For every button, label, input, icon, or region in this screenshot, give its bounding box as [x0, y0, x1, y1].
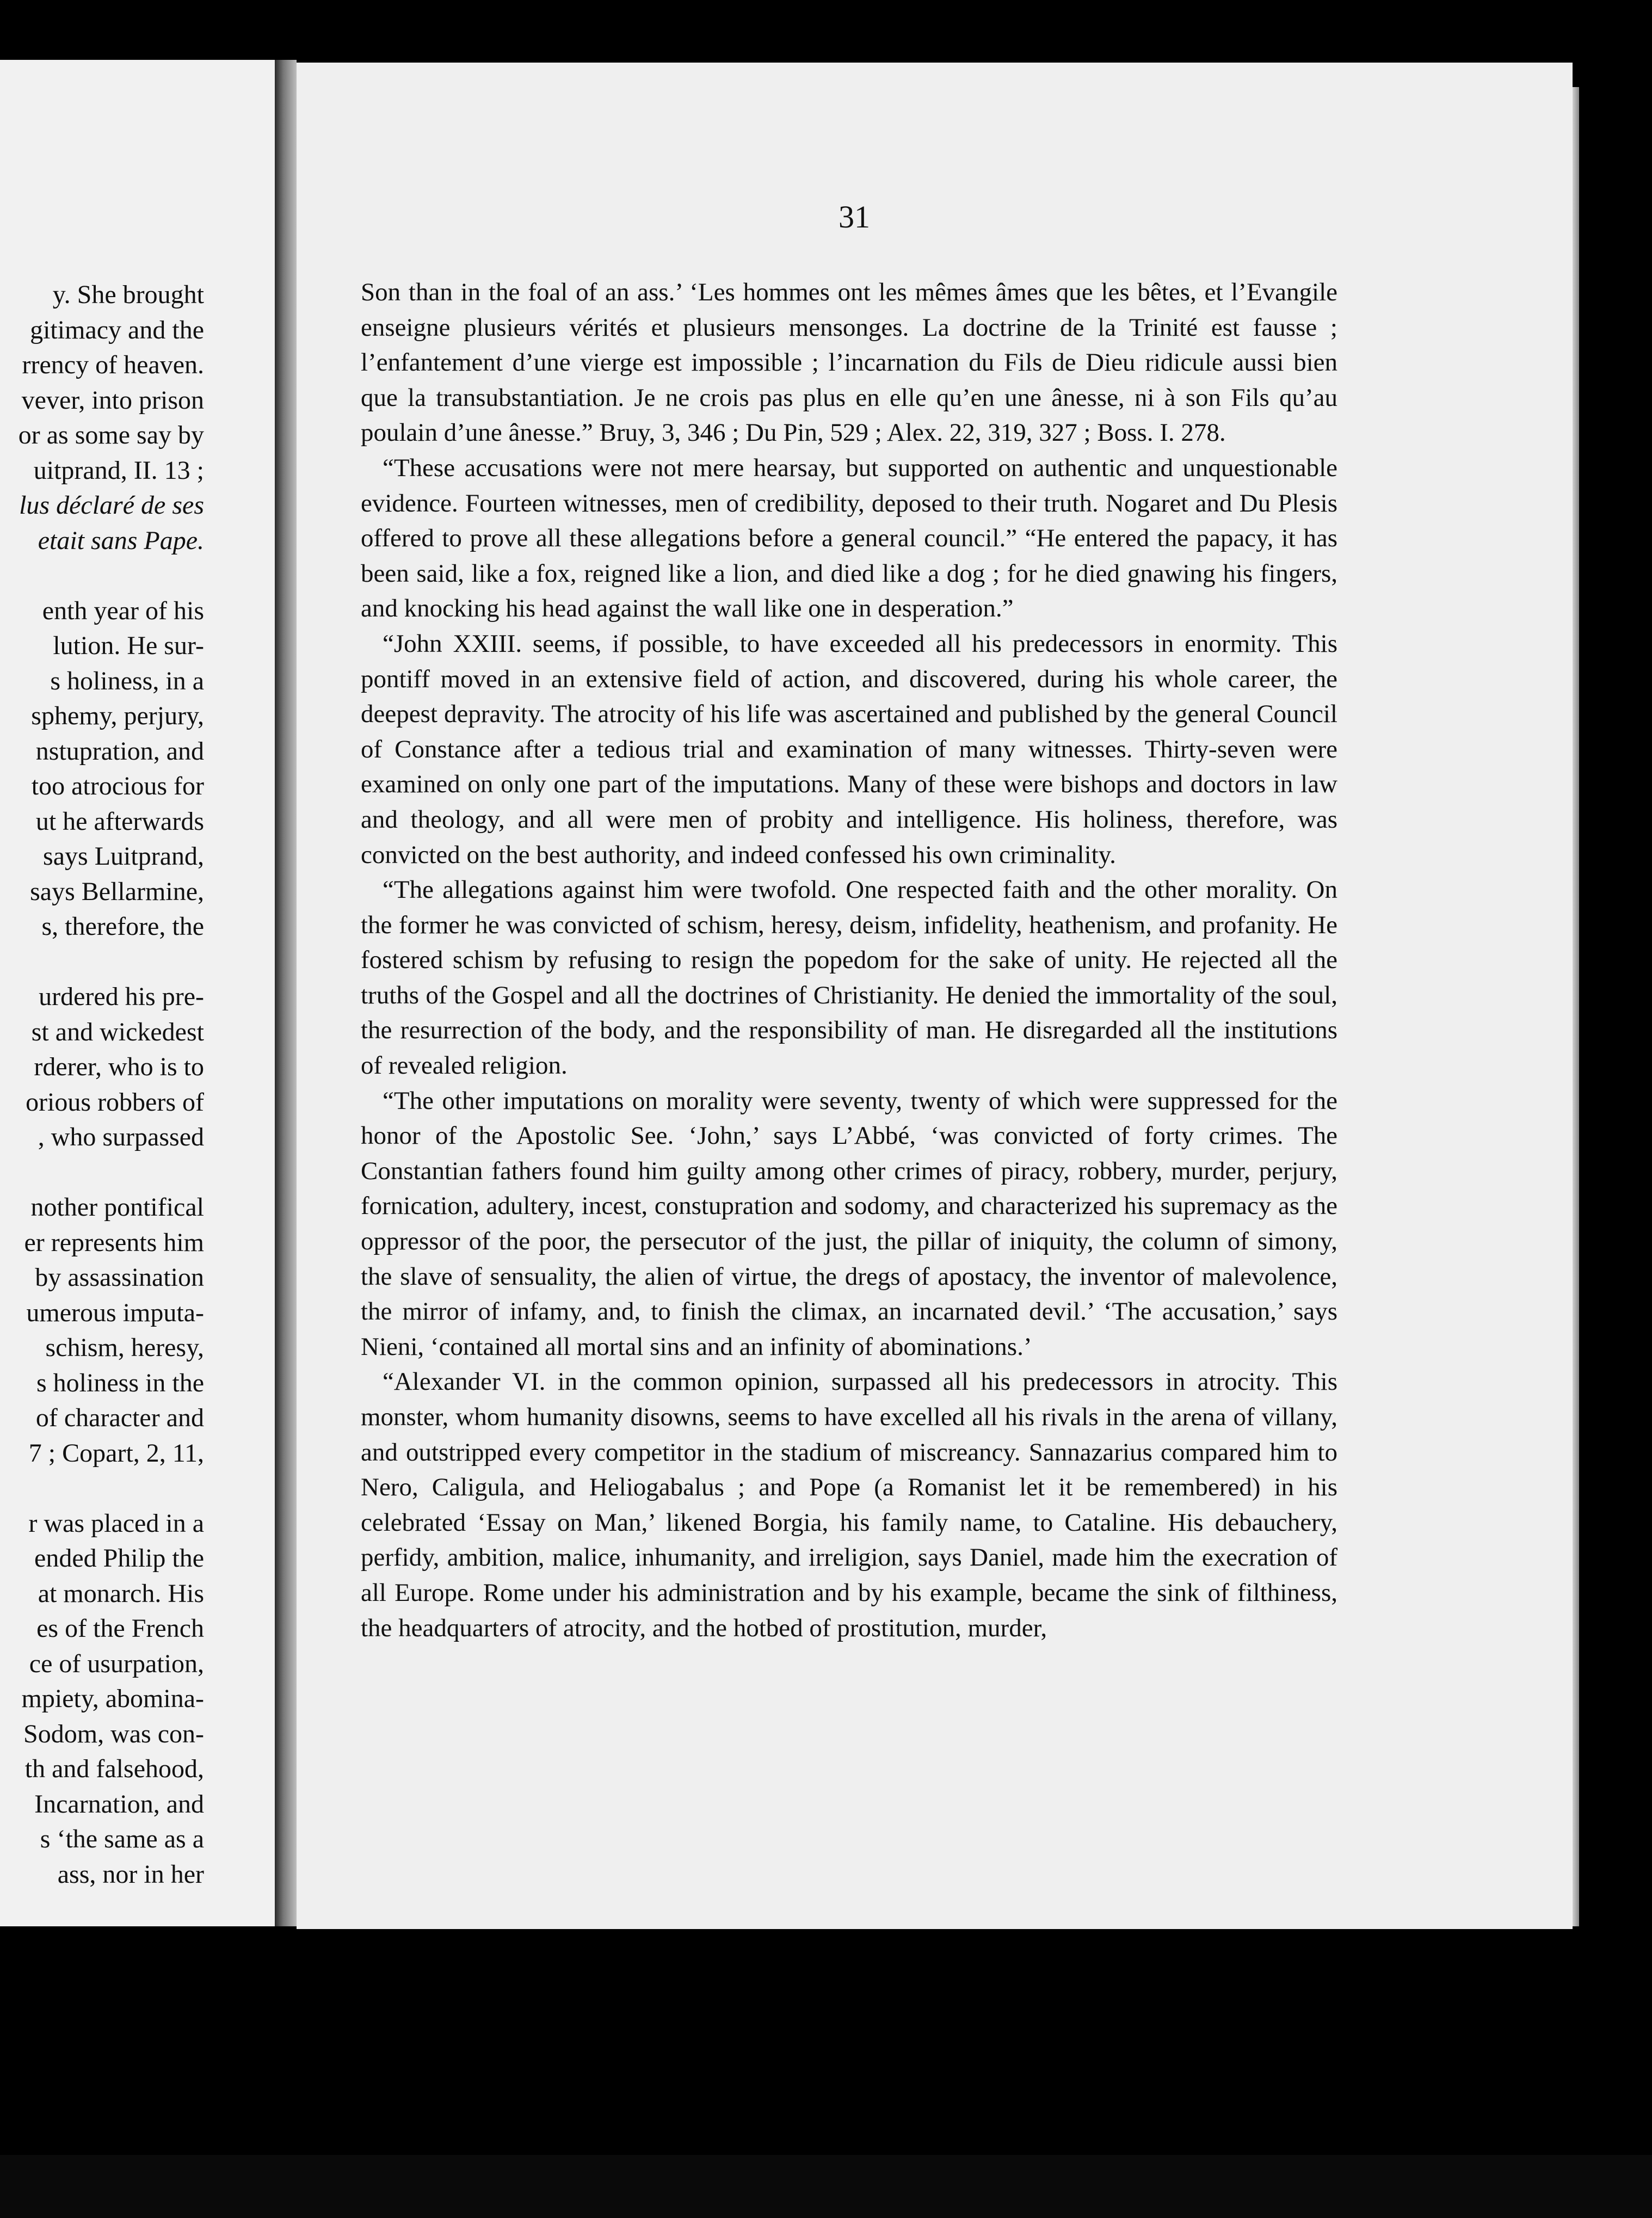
left-line: of character and — [35, 1403, 204, 1432]
left-line: s holiness, in a — [50, 666, 204, 695]
left-line: or as some say by — [18, 421, 204, 449]
left-line: er represents him — [24, 1228, 204, 1257]
paragraph-john-xxiii: “John XXIII. seems, if possible, to have exceeded all his predecessors in enormity. This pontiff moved in an extensive field of action, and discovered, during his whole career, the deepest depravity. The atrocity of his life was ascertained and published by the general Council of Constance after a tedious trial and examination of many witnesses. Thirty-seven were examined on only one part of the imputations. Many of these were bishops and doctors in law and theology, and all were men of probity and intelligence. His holiness, therefore, was convicted on the best authority, and indeed confessed his own criminality. — [361, 629, 1337, 869]
left-line: ass, nor in her — [57, 1859, 204, 1889]
left-line: 7 ; Copart, 2, 11, — [28, 1438, 204, 1468]
left-line: rderer, who is to — [34, 1052, 204, 1081]
left-line: Incarnation, and — [34, 1789, 204, 1819]
left-line: orious robbers of — [26, 1087, 204, 1117]
left-line: s ‘the same as a — [40, 1825, 204, 1853]
page-body — [361, 275, 1337, 1646]
left-line: gitimacy and the — [30, 315, 204, 344]
left-line: umerous imputa- — [26, 1298, 204, 1327]
previous-page-text — [0, 278, 204, 1892]
left-line: schism, heresy, — [45, 1333, 204, 1362]
left-line: ended Philip the — [34, 1544, 204, 1573]
left-line: urdered his pre- — [39, 982, 204, 1011]
left-line — [0, 1471, 204, 1506]
paragraph-allegations: “The allegations against him were twofold. One respected faith and the other morality. On the former he was convicted of schism, heresy, deism, infidelity, heathenism, and profanity. He fostered schism by refusing to resign the popedom for the sake of unity. He rejected all the truths of the Gospel and all the doctrines of Christianity. He denied the immortality of the soul, the resurrection of the body, and the responsibility of man. He disregarded all the institutions of revealed religion. — [361, 876, 1337, 1080]
left-line: ce of usurpation, — [29, 1649, 204, 1678]
left-line: says Luitprand, — [43, 842, 204, 871]
left-line: r was placed in a — [28, 1508, 204, 1538]
left-line: th and falsehood, — [24, 1754, 204, 1783]
left-line: lus déclaré de ses — [19, 491, 204, 520]
left-line: ut he afterwards — [35, 806, 204, 836]
paragraph-imputations: “The other imputations on morality were seventy, twenty of which were suppressed for the honor of the Apostolic See. ‘John,’ says L’Abbé, ‘was convicted of forty crimes. The Constantian fathers found him guilty among other crimes of piracy, robbery, murder, perjury, fornication, adultery, incest, constupration and sodomy, and characterized his supremacy as the oppressor of the poor, the persecutor of the just, the pillar of iniquity, the column of simony, the slave of sensuality, the alien of virtue, the dregs of apostacy, the inventor of malevolence, the mirror of infamy, and, to finish the climax, an incarnated devil.’ ‘The accusation,’ says Nieni, ‘contained all mortal sins and an infinity of abominations.’ — [361, 1086, 1337, 1361]
left-line: rrency of heaven. — [22, 350, 204, 379]
left-line — [0, 945, 204, 980]
left-line: too atrocious for — [31, 772, 204, 800]
left-line — [0, 1155, 204, 1191]
left-line: says Bellarmine, — [30, 877, 204, 906]
left-line: s holiness in the — [36, 1368, 204, 1397]
left-line: st and wickedest — [31, 1017, 204, 1046]
page-number: 31 — [839, 199, 870, 235]
left-line: Sodom, was con- — [23, 1719, 204, 1748]
paragraph-alexander-vi: “Alexander VI. in the common opinion, surpassed all his predecessors in atrocity. This monster, whom humanity disowns, seems to have excelled all his rivals in the arena of villany, and outstripped every competitor in the stadium of miscreancy. Sannazarius compared him to Nero, Caligula, and Heliogabalus ; and Pope (a Romanist let it be remembered) in his celebrated ‘Essay on Man,’ likened Borgia, his family name, to Cataline. His debauchery, perfidy, ambition, malice, inhumanity, and irreligion, says Daniel, made him the execration of all Europe. Rome under his administration and by his example, became the sink of filthiness, the headquarters of atrocity, and the hotbed of prostitution, murder, — [361, 1367, 1337, 1642]
paragraph-accusations: “These accusations were not mere hearsay, but supported on authentic and unquestionable evidence. Fourteen witnesses, men of credibility, deposed to their truth. Nogaret and Du Plesis offered to prove all these allegations before a general council.” “He entered the papacy, it has been said, like a fox, reigned like a lion, and died like a dog ; for he died gnawing his fingers, and knocking his head against the wall like one in desperation.” — [361, 453, 1337, 623]
left-line: es of the French — [36, 1614, 204, 1643]
left-line: mpiety, abomina- — [21, 1684, 204, 1713]
left-line — [0, 558, 204, 594]
left-line: enth year of his — [42, 596, 204, 625]
left-line: , who surpassed — [38, 1123, 204, 1151]
left-line: nother pontifical — [30, 1193, 204, 1222]
left-line: s, therefore, the — [41, 912, 204, 941]
left-line: at monarch. His — [38, 1579, 204, 1608]
book-spine — [275, 60, 297, 1926]
left-line: lution. He sur- — [53, 631, 204, 660]
paragraph-continuation: Son than in the foal of an ass.’ ‘Les hommes ont les mêmes âmes que les bêtes, et l’Evangile enseigne plusieurs vérités et plusieurs mensonges. La doctrine de la Trinité est fausse ; l’enfantement d’une vierge est impossible ; l’incarnation du Fils de Dieu ridicule aussi bien que la transubstantiation. Je ne crois pas plus en elle qu’en une ânesse, ni à son Fils qu’au poulain d’une ânesse.” Bruy, 3, 346 ; Du Pin, 529 ; Alex. 22, 319, 327 ; Boss. I. 278. — [361, 278, 1337, 447]
left-line: etait sans Pape. — [38, 526, 204, 555]
left-line: sphemy, perjury, — [31, 701, 204, 730]
left-line: nstupration, and — [35, 736, 204, 766]
left-line: vever, into prison — [21, 385, 204, 415]
scan-bottom-border — [0, 2155, 1652, 2218]
left-line: uitprand, II. 13 ; — [33, 455, 204, 485]
previous-page-fragment — [0, 60, 275, 1926]
page-edge — [1573, 87, 1579, 1926]
left-line: y. She brought — [52, 280, 204, 309]
left-line: by assassination — [35, 1263, 204, 1292]
